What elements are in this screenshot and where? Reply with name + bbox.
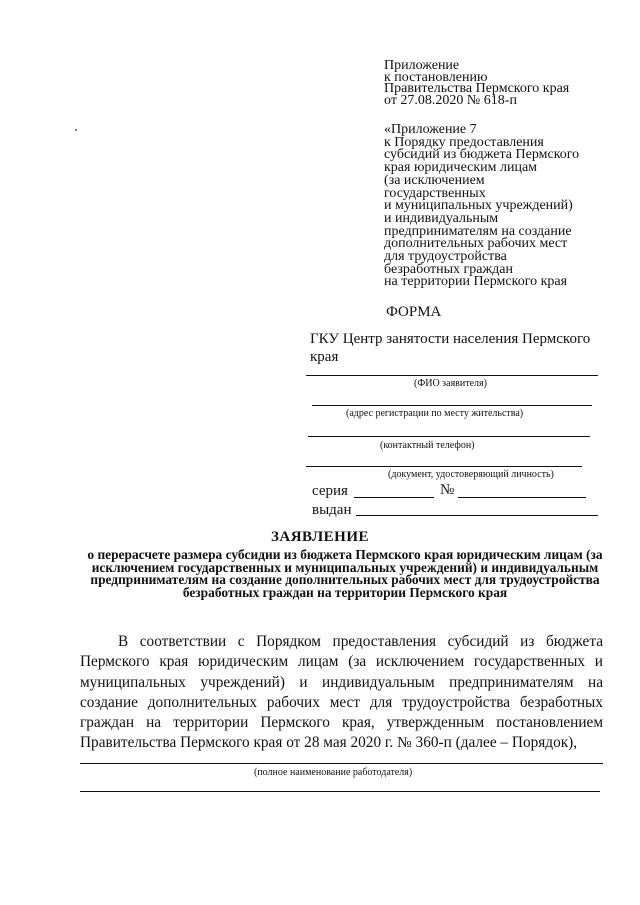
appendix-line: Приложение xyxy=(384,58,460,73)
document-caption: (документ, удостоверяющий личность) xyxy=(388,469,554,480)
issued-label: выдан xyxy=(312,502,352,518)
series-label: серия xyxy=(312,483,348,499)
appendix7-line: субсидий из бюджета Пермского xyxy=(384,147,580,163)
appendix-line: к постановлению xyxy=(384,69,488,85)
appendix-header xyxy=(384,60,569,106)
address-caption: (адрес регистрации по месту жительства) xyxy=(346,408,524,419)
appendix7-line: предпринимателям на создание xyxy=(384,223,572,239)
organization-name: ГКУ Центр занятости населения Пермского края xyxy=(310,331,591,365)
employer-caption: (полное наименование работодателя) xyxy=(254,767,413,778)
appendix7-header xyxy=(384,124,579,289)
appendix7-line: (за исключением xyxy=(384,172,485,188)
number-field[interactable] xyxy=(458,497,586,498)
appendix7-line: дополнительных рабочих мест xyxy=(384,236,568,252)
fio-field[interactable] xyxy=(306,375,598,376)
series-field[interactable] xyxy=(354,497,434,498)
employer-field-continued[interactable] xyxy=(80,791,600,792)
appendix7-line: для трудоустройства xyxy=(384,249,507,265)
appendix-line: Правительства Пермского края xyxy=(384,81,570,97)
fio-caption: (ФИО заявителя) xyxy=(414,378,487,389)
issued-field[interactable] xyxy=(356,515,598,516)
employer-field[interactable] xyxy=(80,763,603,764)
appendix7-line: к Порядку предоставления xyxy=(384,134,544,150)
appendix7-line: на территории Пермского края xyxy=(384,274,568,290)
appendix7-line: и индивидуальным xyxy=(384,210,499,226)
appendix7-line: края юридическим лицам xyxy=(384,160,538,176)
appendix7-line: и муниципальных учреждений) xyxy=(384,198,573,214)
form-label: ФОРМА xyxy=(386,304,442,320)
address-field[interactable] xyxy=(312,405,592,406)
appendix7-line: государственных xyxy=(384,185,486,201)
document-field[interactable] xyxy=(306,466,582,467)
number-label: № xyxy=(440,482,455,498)
body-paragraph: В соответствии с Порядком предоставления субсидий из бюджета Пермского края юридическим лицам (за исключением государственных и муниципальных учреждений) и индивидуальным предпринимателям на создание дополнительных рабочих мест для трудоустройства безработных граждан на территории Пермского края, утвержденным постановлением Правительства Пермского края от 28 мая 2020 г. № 360-п (далее – Порядок), xyxy=(80,633,603,752)
phone-field[interactable] xyxy=(308,436,590,437)
document-title: ЗАЯВЛЕНИЕ xyxy=(270,529,370,545)
appendix-line: от 27.08.2020 № 618-п xyxy=(384,92,517,108)
appendix7-line: безработных граждан xyxy=(384,261,513,277)
scan-speck xyxy=(75,129,77,131)
phone-caption: (контактный телефон) xyxy=(380,440,475,451)
appendix7-line: «Приложение 7 xyxy=(384,122,477,137)
document-subtitle: о перерасчете размера субсидии из бюджета Пермского края юридическим лицам (за исключением государственных и муниципальных учреждений) и индивидуальным предпринимателям на создание дополнительных рабочих мест для трудоустройства безработных граждан на территории Пермского края xyxy=(87,547,603,600)
